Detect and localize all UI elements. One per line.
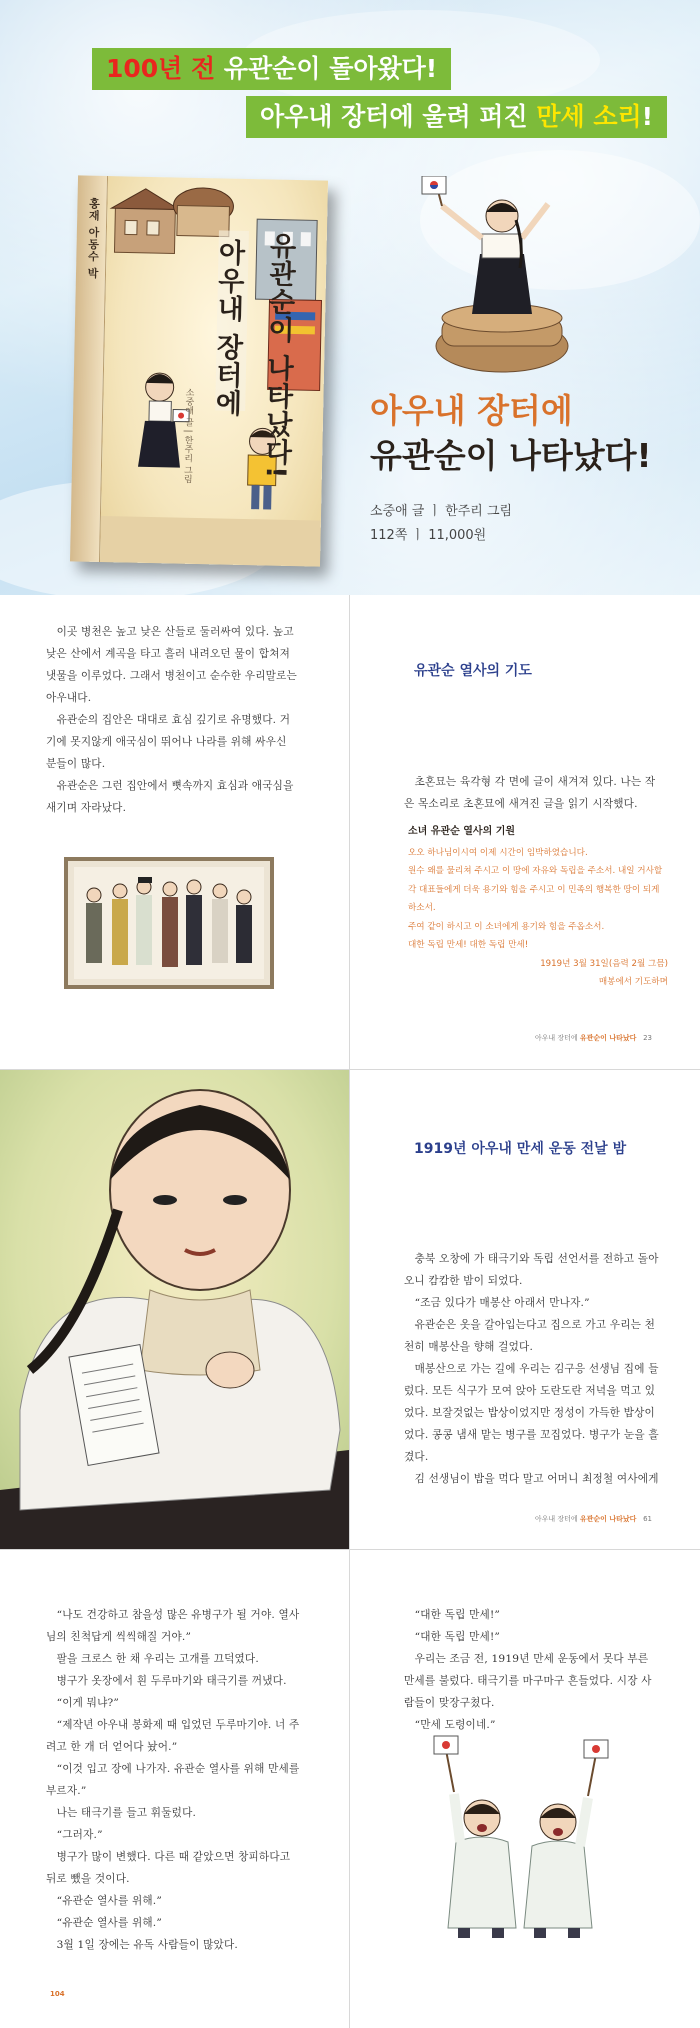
section-title: 유관순 열사의 기도: [414, 663, 532, 679]
book-title-line2: 유관순이 나타났다!: [370, 436, 652, 475]
page-gutter: [349, 1070, 350, 1550]
page-gutter: [349, 1550, 350, 2028]
paragraph: 팔을 크로스 한 채 우리는 고개를 끄덕였다.: [56, 1653, 259, 1665]
paragraph: 유관순은 옷을 갈아입는다고 집으로 가고 우리는 천천히 매봉산을 향해 걸었다.: [404, 1319, 656, 1353]
paragraph: “유관순 열사를 위해.”: [56, 1895, 162, 1907]
family-photo-illustration: [64, 857, 274, 989]
paragraph: 이곳 병천은 높고 낮은 산들로 둘러싸여 있다. 높고 낮은 산에서 계곡을 타고 흘러 내려오던 물이 합쳐져 냇물을 이루었다. 그래서 병천이고 순수한 우리말로는 아우내다.: [46, 626, 297, 704]
prayer-line: 원수 왜를 물리쳐 주시고 이 땅에 자유와 독립을 주소서. 내일 거사할 각 대표들에게 더욱 용기와 힘을 주시고 이 민족의 행복한 땅이 되게 하소서.: [408, 866, 663, 913]
page-footer: 아우내 장터에 유관순이 나타났다 23: [534, 1034, 652, 1042]
book-title-line1: 아우내 장터에: [370, 391, 573, 430]
page-spread-1: [0, 595, 700, 1070]
paragraph: 나는 태극기를 들고 휘둘렀다.: [56, 1807, 197, 1819]
prayer-place: 매봉에서 기도하며: [598, 977, 668, 987]
paragraph: “조금 있다가 매봉산 아래서 만나자.”: [414, 1297, 590, 1309]
page-spread-2: [0, 1070, 700, 1550]
paragraph: “대한 독립 만세!”: [414, 1609, 501, 1621]
paragraph: “만세 도령이네.”: [414, 1719, 496, 1731]
paragraph: 충북 오창에 가 태극기와 독립 선언서를 전하고 돌아오니 캄캄한 밤이 되었다.: [404, 1253, 659, 1287]
page-spread-3: [0, 1550, 700, 2028]
paragraph: “나도 건강하고 참을성 많은 유병구가 될 거야. 열사님의 친척답게 씩씩해질 거야.”: [46, 1609, 300, 1643]
paragraph: 초혼묘는 육각형 각 면에 글이 새겨져 있다. 나는 작은 목소리로 초혼묘에 새겨진 글을 읽기 시작했다.: [404, 776, 656, 810]
paragraph: 매봉산으로 가는 길에 우리는 김구응 선생님 집에 들렀다. 모든 식구가 모여 앉아 도란도란 저녁을 먹고 있었다. 보잘것없는 밥상이었지만 정성이 가득한 밥상이었다. 콩콩 냄새 맡는 병구를 꼬집었다. 병구가 눈을 흘겼다.: [404, 1363, 659, 1463]
book-credits: 소중애 글 ㅣ 한주리 그림: [370, 504, 513, 519]
right-page-text: [404, 1604, 662, 1736]
page-number: 23: [643, 1034, 652, 1042]
paragraph: “대한 독립 만세!”: [414, 1631, 501, 1643]
paragraph: 병구가 옷장에서 흰 두루마기와 태극기를 꺼냈다.: [56, 1675, 287, 1687]
paragraph: 유관순은 그런 집안에서 뼛속까지 효심과 애국심을 새기며 자라났다.: [46, 780, 294, 814]
paragraph: 3월 1일 장에는 유독 사람들이 많았다.: [56, 1939, 238, 1951]
book-front: [100, 176, 328, 567]
book-cover-author: 소중애 글 | 한주리 그림: [181, 387, 194, 484]
paragraph: 우리는 조금 전, 1919년 만세 운동에서 못다 부른 만세를 불렀다. 태극기를 마구마구 흔들었다. 시장 사람들이 맞장구쳤다.: [404, 1653, 652, 1709]
page-gutter: [349, 595, 350, 1070]
girl-portrait-illustration: [0, 1070, 349, 1550]
girl-with-flag-illustration: [420, 176, 580, 376]
page-number: 61: [643, 1515, 652, 1523]
paragraph: 병구가 많이 변했다. 다른 때 같았으면 창피하다고 뒤로 뺐을 것이다.: [46, 1851, 291, 1885]
book-cover-subtitle: 아우내 장터에: [210, 238, 245, 418]
left-page-text: [46, 621, 300, 819]
left-page-text: [46, 1604, 302, 1956]
right-page-text: [404, 1248, 662, 1490]
boys-cheering-illustration: [420, 1732, 620, 1952]
paragraph: 유관순의 집안은 대대로 효심 깊기로 유명했다. 거기에 못지않게 애국심이 뛰어나 나라를 위해 싸우신 분들이 많다.: [46, 714, 291, 770]
paragraph: “이게 뭐냐?”: [56, 1697, 120, 1709]
book-cover-title: 유관순이 나타났다!: [259, 231, 296, 480]
section-title: 1919년 아우내 만세 운동 전날 밤: [414, 1141, 627, 1157]
paragraph: “이것 입고 장에 나가자. 유관순 열사를 위해 만세를 부르자.”: [46, 1763, 300, 1797]
page-number: 104: [50, 1990, 65, 1998]
book-pages-price: 112쪽 ㅣ 11,000원: [370, 528, 487, 543]
prayer-line: 주여 같이 하시고 이 소녀에게 용기와 힘을 주옵소서.: [408, 921, 605, 932]
book-spine-text: 홍재 아동수 박: [85, 197, 101, 280]
prayer-block: [408, 823, 668, 992]
prayer-title: 소녀 유관순 열사의 기원: [408, 826, 516, 837]
prayer-line: 대한 독립 만세! 대한 독립 만세!: [408, 940, 529, 950]
paragraph: “제작년 아우내 봉화제 때 입었던 두루마기야. 너 주려고 한 개 더 얻어다 놨어.”: [46, 1719, 300, 1753]
book-meta: [370, 500, 512, 548]
paragraph: “그러자.”: [56, 1829, 103, 1841]
paragraph: “유관순 열사를 위해.”: [56, 1917, 162, 1929]
prayer-date: 1919년 3월 31일(음력 2월 그믐): [540, 958, 668, 969]
hero-section: [0, 0, 700, 595]
book-cover-image: [70, 175, 328, 566]
headline-banner-2: 아우내 장터에 울려 퍼진 만세 소리!: [246, 96, 667, 138]
right-page-intro: [404, 771, 662, 815]
page-footer: 아우내 장터에 유관순이 나타났다 61: [534, 1515, 652, 1523]
book-title-block: [370, 388, 652, 478]
headline-banner-1: 100년 전 유관순이 돌아왔다!: [92, 48, 451, 90]
prayer-line: 오오 하나님이시여 이제 시간이 임박하였습니다.: [408, 847, 588, 858]
paragraph: 김 선생님이 밥을 먹다 말고 어머니 최정철 여사에게: [414, 1473, 659, 1485]
